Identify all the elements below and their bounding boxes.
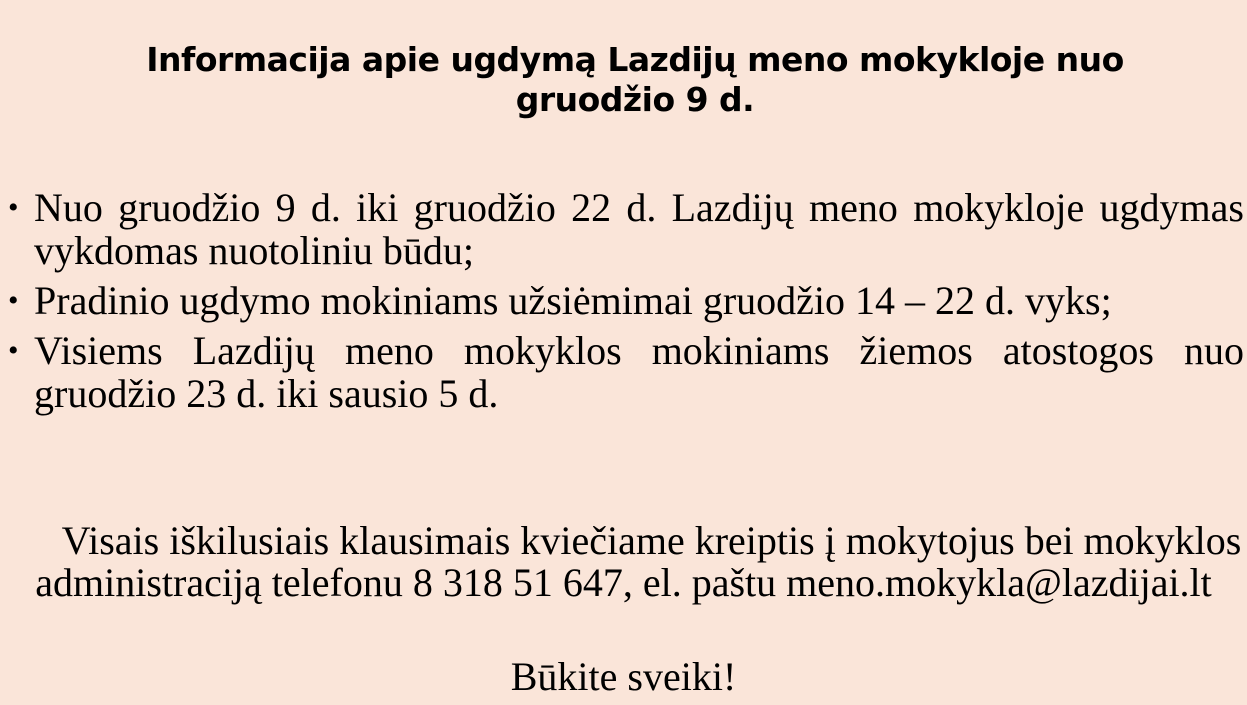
bullet-item-primary-classes xyxy=(8,279,1244,322)
bullet-text: Nuo gruodžio 9 d. iki gruodžio 22 d. Lazdijų meno mokykloje ugdymas vykdomas nuotoliniu būdu; xyxy=(34,185,1244,273)
bullet-icon: • xyxy=(8,284,19,317)
bullet-icon: • xyxy=(8,191,19,224)
contact-info xyxy=(0,520,1247,604)
bullet-item-remote-learning xyxy=(8,186,1244,272)
bullet-icon: • xyxy=(8,334,19,367)
bullet-text: Pradinio ugdymo mokiniams užsiėmimai gruodžio 14 – 22 d. vyks; xyxy=(34,278,1112,323)
contact-text: Visais iškilusiais klausimais kviečiame kreiptis į mokytojus bei mokyklos administraciją telefonu 8 318 51 647, el. paštu meno.mokykla@lazdijai.lt xyxy=(35,518,1242,605)
bullet-item-winter-holidays xyxy=(8,329,1244,415)
bullet-text: Visiems Lazdijų meno mokyklos mokiniams žiemos atostogos nuo gruodžio 23 d. iki sausio 5 d. xyxy=(34,328,1244,416)
slide-title: Informacija apie ugdymą Lazdijų meno mokykloje nuo gruodžio 9 d. xyxy=(146,40,1124,119)
closing-greeting: Būkite sveiki! xyxy=(510,654,737,699)
bullet-list xyxy=(8,186,1244,422)
